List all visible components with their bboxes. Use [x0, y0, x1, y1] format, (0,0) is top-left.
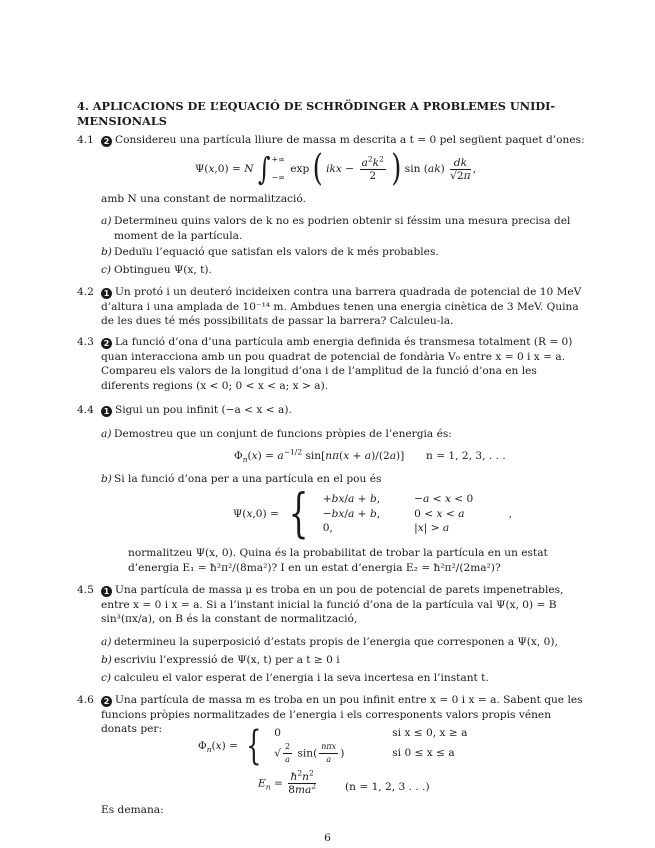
energy-n-range: (n = 1, 2, 3 . . .)	[345, 781, 430, 793]
problem-text: Sigui un pou infinit (−a < x < a).	[115, 404, 292, 416]
problem-text: Considereu una partícula lliure de massa m descrita a t = 0 pel següent paquet d’ones:	[115, 134, 585, 146]
normalized-eigenfunctions: $\Phi_n(x)$ = { 0 si x ≤ 0, x ≥ a √ $\frac{2}{a}$ sin( $\frac{\text{nπx}}{a}$ ) si 0 ≤ x ≤ a	[198, 723, 468, 769]
closing-text: Es demana:	[101, 804, 164, 816]
normalization-note: amb N una constant de normalització.	[101, 193, 306, 205]
problem-number: 4.1	[77, 134, 94, 146]
item-4-5-b: b) escriviu l’expressió de Ψ(x, t) per a t ≥ 0 i	[101, 654, 340, 666]
energy-eigenvalues: $E_n$ = $\frac{ħ^2n^2}{8ma^2}$	[258, 768, 317, 796]
problem-text: Una partícula de massa μ es troba en un pou de potencial de parets impenetrables, entre x = 0 i x = a. Si a l’instant inicial la funció d’ona de la partícula val Ψ(x, 0) = B sin³(πx/a), on B és la constant de normalització,	[101, 584, 564, 625]
piecewise-wavefunction: Ψ(x,0) = { +bx/a + b, −a < x < 0 −bx/a + b, 0 < x < a 0, |x| > a ,	[233, 484, 513, 544]
page-number: 6	[324, 832, 331, 844]
difficulty-badge: 2	[101, 696, 112, 707]
item-4-5-c: c) calculeu el valor esperat de l’energia i la seva incertesa en l’instant t.	[101, 672, 489, 684]
problem-text: La funció d’ona d’una partícula amb energia definida és transmesa totalment (R = 0) quan interacciona amb un pou quadrat de potencial de fondària V₀ entre x = 0 i x = a. Compareu els valors de la longitud d’ona i de l’amplitud de la funció d’ona en les diferents regions (x < 0; 0 < x < a; x > a).	[101, 336, 573, 392]
difficulty-badge: 1	[101, 288, 112, 299]
problem-number: 4.3	[77, 336, 94, 348]
item-4-4-b: b) Si la funció d’ona per a una partícula en el pou és	[101, 473, 382, 485]
normalize-question: normalitzeu Ψ(x, 0). Quina és la probabilitat de trobar la partícula en un estat d’energia E₁ = ħ²π²/(8ma²)? I en un estat d’energia E₂ = ħ²π²/(2ma²)?	[128, 547, 548, 574]
difficulty-badge: 2	[101, 338, 112, 349]
item-4-1-c: c) Obtingueu Ψ(x, t).	[101, 264, 212, 276]
problem-text: Una partícula de massa m es troba en un pou infinit entre x = 0 i x = a. Sabent que les funcions pròpies normalitzades de l’energia i els corresponents valors propis vénen donats per:	[101, 694, 583, 735]
problem-number: 4.6	[77, 694, 94, 706]
section-title: 4. APLICACIONS DE L’EQUACIÓ DE SCHRÖDINGER A PROBLEMES UNIDI- MENSIONALS	[77, 99, 556, 128]
difficulty-badge: 1	[101, 406, 112, 417]
difficulty-badge: 2	[101, 136, 112, 147]
problem-number: 4.2	[77, 286, 94, 298]
item-4-4-a: a) Demostreu que un conjunt de funcions pròpies de l’energia és:	[101, 428, 452, 440]
wave-packet-equation: Ψ(x,0) = N ∫ +∞ −∞ exp ( ikx − $\frac{a^2k^2}{2}$ ) sin (ak) $\frac{dk}{√2\pi}$ ,	[195, 148, 477, 190]
problem-number: 4.5	[77, 584, 94, 596]
item-4-1-b: b) Deduïu l’equació que satisfan els valors de k més probables.	[101, 246, 439, 258]
item-4-5-a: a) determineu la superposició d’estats propis de l’energia que corresponen a Ψ(x, 0),	[101, 636, 558, 648]
eigenfunction-equation: $\Phi_n(x) = a^{-1/2}$ sin[nπ(x + a)/(2a)]	[234, 447, 405, 465]
problem-text: Un protó i un deuteró incideixen contra una barrera quadrada de potencial de 10 MeV d’altura i una amplada de 10⁻¹⁴ m. Ambdues tenen una energia cinètica de 3 MeV. Quina de les dues té més possibilitats de passar la barrera? Calculeu-la.	[101, 286, 582, 327]
problem-number: 4.4	[77, 404, 94, 416]
item-4-1-a: a) Determineu quins valors de k no es podrien obtenir si féssim una mesura precisa del moment de la partícula.	[101, 215, 571, 242]
n-range: n = 1, 2, 3, . . .	[426, 450, 506, 462]
difficulty-badge: 1	[101, 586, 112, 597]
